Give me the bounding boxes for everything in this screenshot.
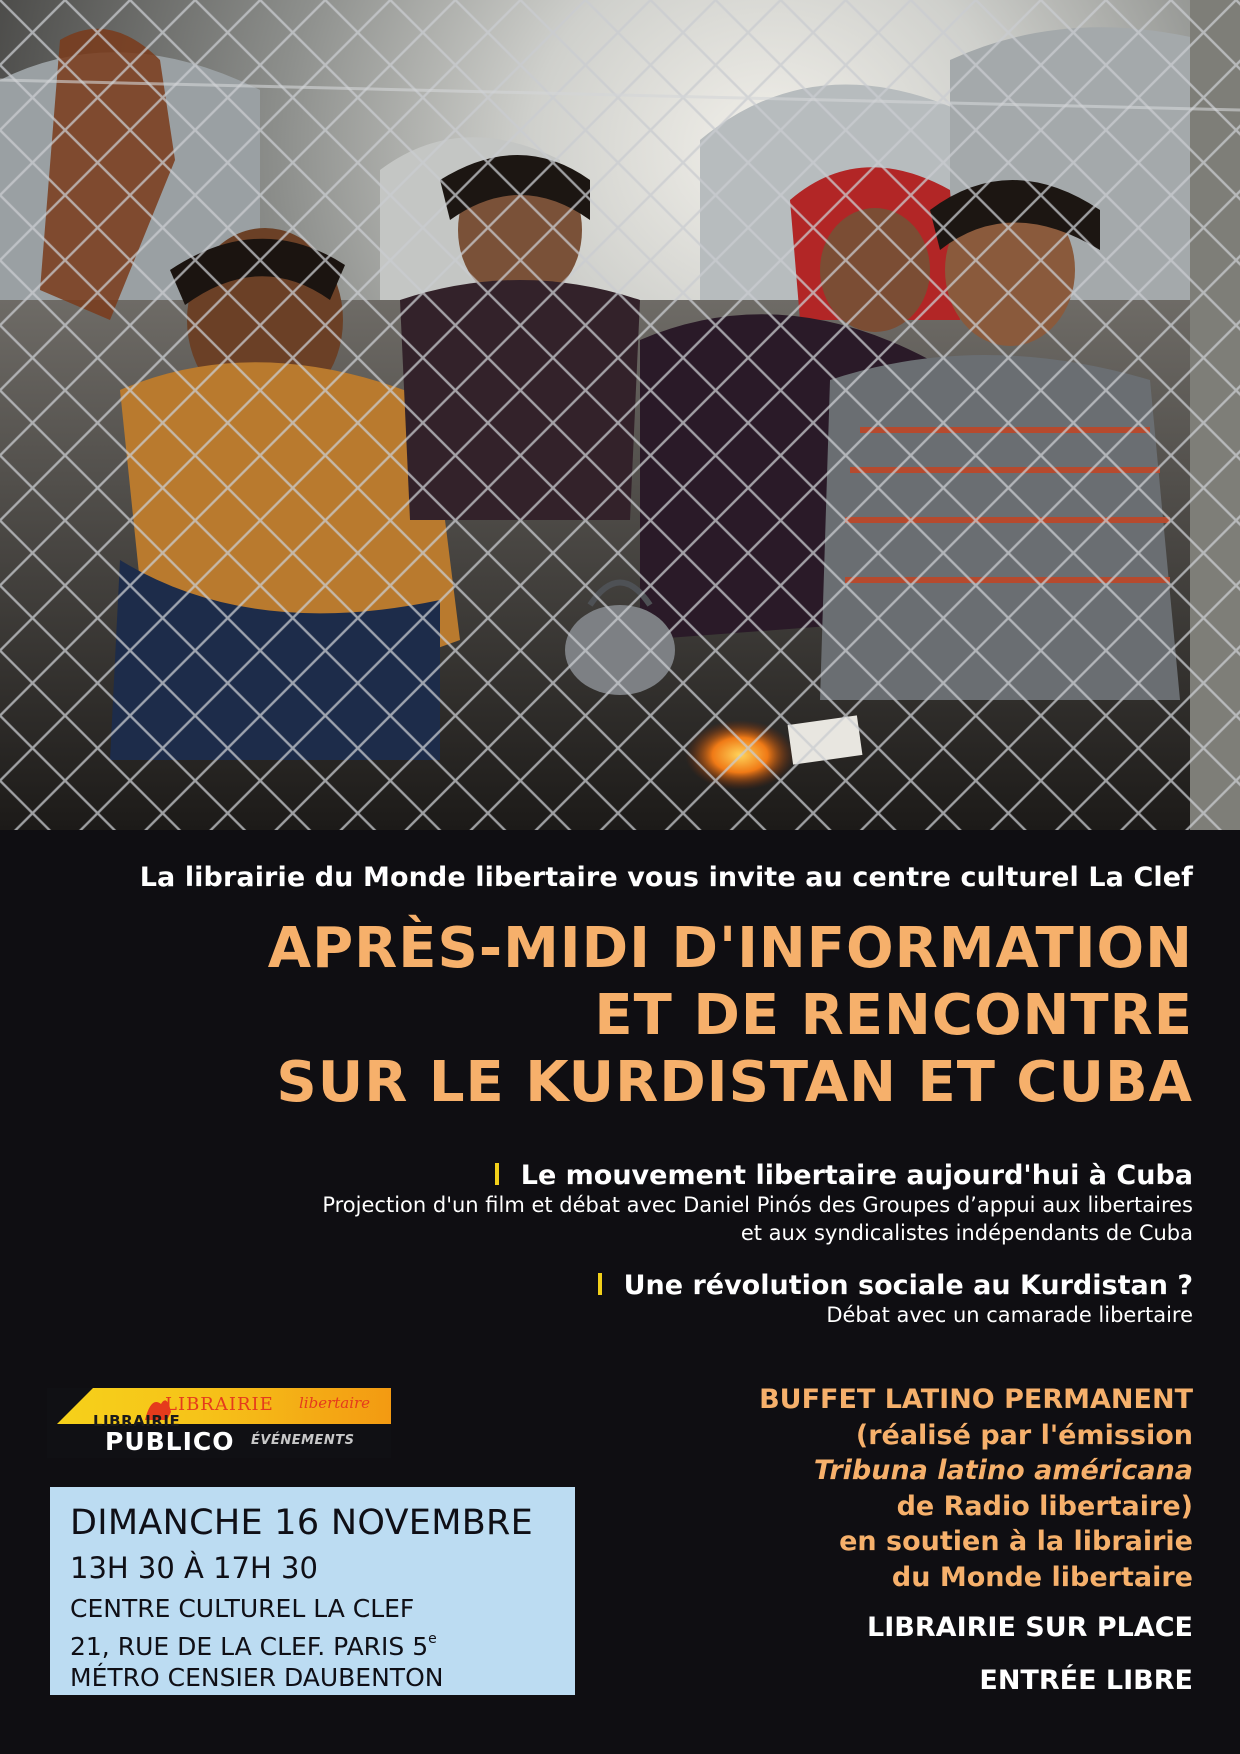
program-item-title: Le mouvement libertaire aujourd'hui à Cuba [520, 1160, 1193, 1191]
logo-librairie-bottom: LIBRAIRIE [93, 1412, 181, 1430]
buffet-line: en soutien à la librairie [839, 1526, 1193, 1557]
bullet-bar-icon [598, 1273, 602, 1295]
event-hours: 13H 30 À 17H 30 [70, 1551, 318, 1585]
librairie-publico-logo [47, 1388, 391, 1458]
program-item-kurdistan [598, 1270, 1193, 1329]
logo-librairie-top: LIBRAIRIE [165, 1394, 274, 1415]
buffet-line: (réalisé par l'émission [855, 1419, 1193, 1451]
entree-libre: ENTRÉE LIBRE [979, 1665, 1193, 1696]
librairie-sur-place: LIBRAIRIE SUR PLACE [867, 1612, 1193, 1643]
program-item-desc-line: Projection d'un film et débat avec Daniel Pinós des Groupes d’appui aux libertaires [322, 1193, 1193, 1217]
bullet-bar-icon [495, 1163, 499, 1185]
program-item-title: Une révolution sociale au Kurdistan ? [623, 1270, 1193, 1301]
buffet-line: BUFFET LATINO PERMANENT [759, 1384, 1193, 1415]
event-metro: MÉTRO CENSIER DAUBENTON [70, 1663, 444, 1692]
buffet-line: de Radio libertaire) [896, 1490, 1193, 1522]
event-date-box [50, 1487, 575, 1695]
program-item-cuba [322, 1160, 1193, 1247]
logo-publico: PUBLICO [105, 1427, 235, 1456]
buffet-info [759, 1382, 1193, 1595]
logo-evenements: ÉVÉNEMENTS [251, 1433, 355, 1448]
event-street: 21, RUE DE LA CLEF. PARIS 5e [70, 1631, 437, 1661]
buffet-show-name: Tribuna latino américana [813, 1455, 1193, 1486]
buffet-line: du Monde libertaire [891, 1561, 1193, 1593]
headline-line-3: SUR LE KURDISTAN ET CUBA [276, 1050, 1193, 1115]
children-behind-fence-photo [0, 0, 1240, 830]
event-day: DIMANCHE 16 NOVEMBRE [70, 1503, 534, 1543]
logo-libertaire: libertaire [299, 1394, 371, 1412]
hero-photo [0, 0, 1240, 830]
invitation-line: La librairie du Monde libertaire vous invite au centre culturel La Clef [139, 862, 1193, 893]
event-headline [268, 915, 1193, 1116]
headline-line-1: APRÈS-MIDI D'INFORMATION [267, 916, 1193, 981]
program-item-desc-line: Débat avec un camarade libertaire [826, 1303, 1193, 1327]
headline-line-2: ET DE RENCONTRE [594, 983, 1193, 1048]
event-place: CENTRE CULTUREL LA CLEF [70, 1594, 415, 1623]
program-item-desc-line: et aux syndicalistes indépendants de Cuba [740, 1221, 1193, 1245]
